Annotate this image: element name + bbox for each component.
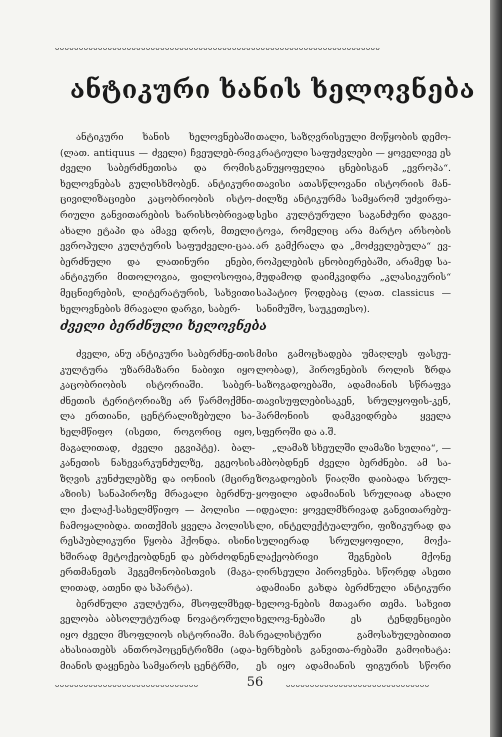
intro-column-left	[60, 130, 255, 320]
page-number: 56	[246, 675, 264, 690]
bottom-ornament-border-left: ᴗᴗᴗᴗᴗᴗᴗᴗᴗᴗᴗᴗᴗᴗᴗᴗᴗᴗᴗᴗᴗᴗᴗᴗᴗᴗᴗᴗᴗᴗ	[55, 681, 199, 689]
body-column-left	[60, 347, 255, 672]
intro-paragraph-left: ანტიკური ხანის ხელოვნებაში (ლათ. antiquus — ძველი) ჩვეულებ-რივ ძველი საბერძნეთისა და რომის ხელოვნებას გულისხმობენ. ანტიკური ცივილიზაციები კაცობრიობის ისტო-რიული განვითარების ხარისხობრივად ახალი ეტაპი და ამავე დროს, მთელი ევროპული კულტურის საფუძველი-ცაა. ბერძნული და ლათინური ენები, ანტიკური მითოლოგია, ფილოსოფია, მეცნიერების, ლიტერატურის, სახვითი ხელოვნების მრავალი დარგი, საბერ-	[60, 132, 255, 315]
section-heading: ძველი ბერძნული ხელოვნება	[60, 318, 267, 333]
body-paragraph: მისი გამოცხადება უმაღლეს ფასეუ-ლობად), ჰიროვნების როლის ზრდა საზოგადოებაში, ადამიანის სწრაფვა თავისუფლებისაკენ, სრულყოფის-კენ, ჰარმონიის დამკვიდრება ყველა სფეროში და ა.შ.	[256, 349, 451, 438]
top-ornament-border: ᴗᴗᴗᴗᴗᴗᴗᴗᴗᴗᴗᴗᴗᴗᴗᴗᴗᴗᴗᴗᴗᴗᴗᴗᴗᴗᴗᴗᴗᴗᴗᴗᴗᴗᴗᴗᴗᴗᴗᴗᴗᴗᴗᴗᴗᴗᴗᴗᴗᴗᴗᴗᴗᴗᴗᴗᴗᴗᴗᴗᴗᴗᴗᴗᴗᴗᴗᴗ	[55, 44, 381, 52]
book-binding-edge	[490, 0, 502, 737]
bottom-ornament-border-right: ᴗᴗᴗᴗᴗᴗᴗᴗᴗᴗᴗᴗᴗᴗᴗᴗᴗᴗᴗᴗᴗᴗᴗᴗᴗᴗᴗᴗᴗᴗ	[286, 681, 430, 689]
body-paragraph: ძველი, ანუ ანტიკური საბერძნე-თის კულტურა უზარმაზარი ნაბიჯი იყო კაცობრიობის ისტორიაში. საბერ-ძნეთის ტერიტორიაზე არ წარმოქმნი-ლა ერთიანი, ცენტრალიზებული სა-ხელმწიფო (ისეთი, როგორიც იყო, მაგალითად, ძველი ეგვიპტე). ბალ-კანეთის ნახევარკუნძულზე, ეგეოსის ზღვის კუნძულებზე და იონიის (მცირე აზიის) სანაპიროზე მრავალი ბერძნუ-ლი ქალაქ-სახელმწიფო — პოლისი — ჩამოყალიბდა. თითქმის ყველა პოლისს რესპუბლიკური წყობა ჰქონდა. ისინი ხშირად მეტოქეობდნენ და ებრძოდნენ ერთმანეთს ჰეგემონობისთვის (მაგა-ლითად, ათენი და სპარტა).	[60, 349, 255, 594]
intro-paragraph-right: თალი, საზღვრისეული მოწყობის დემო-კრატიული საფუძვლები — ყოველივე ეს განუყოფელია ცნებისგან „ევროპა“. თავისი ათასწლოვანი ისტორიის მან-ძილზე ანტიკურმა სამყარომ უძვირფა-სესი კულტურული საგანძური დაგვი-ტოვა, რომელიც არა მარტო არსობის არ გამქრალა და „მოძველებულა“ ევ-როპელების ცნობიერებაში, არამედ სა-მუდამოდ დაიმკვიდრა „კლასიკურის“ საპატიო წოდებაც (ლათ. classicus — სანიმუშო, საუკეთესო).	[256, 132, 451, 315]
body-paragraph: „ლამაზ სხეულში ლამაზი სულია“, — ამბობდნენ ძველი ბერძნები. ამ სა-ზოგადოების წიაღში დაიბადა სრულ-ყოფილი ადამიანის სრულიად ახალი იდეალი: ყოველმხრივად განვითარებუ-ლი, ინტელექტუალური, ფიზიკურად და სულიერად სრულყოფილი, მოქა-ლაქეობრივი შეგნების მქონე ღირსეული პიროვნება. სწორედ ასეთი ადამიანი გახდა ბერძნული ანტიკური ხელოვ-ნების მთავარი თემა. სახვით ხელოვ-ნებაში ეს ტენდენციები რეალისტური გამოსახულებითით ხერხების განვითა-რებაში გამოიხატა: ეს იყო ადამიანის ფიგურის სწორი	[256, 442, 451, 672]
body-paragraph: ბერძნული კულტურა, მსოფლმხედ-ველობა აბსოლუტურად ნოვატორული იყო ძველი მსოფლიოს ისტორიაში. მას ახასიათებს ანთროპოცენტრიზმი (ადა-მიანის დაყენება სამყაროს ცენტრში,	[60, 598, 255, 672]
body-column-right	[256, 347, 451, 672]
intro-column-right	[256, 130, 451, 320]
page-title: ანტიკური ხანის ხელოვნება	[70, 75, 475, 104]
